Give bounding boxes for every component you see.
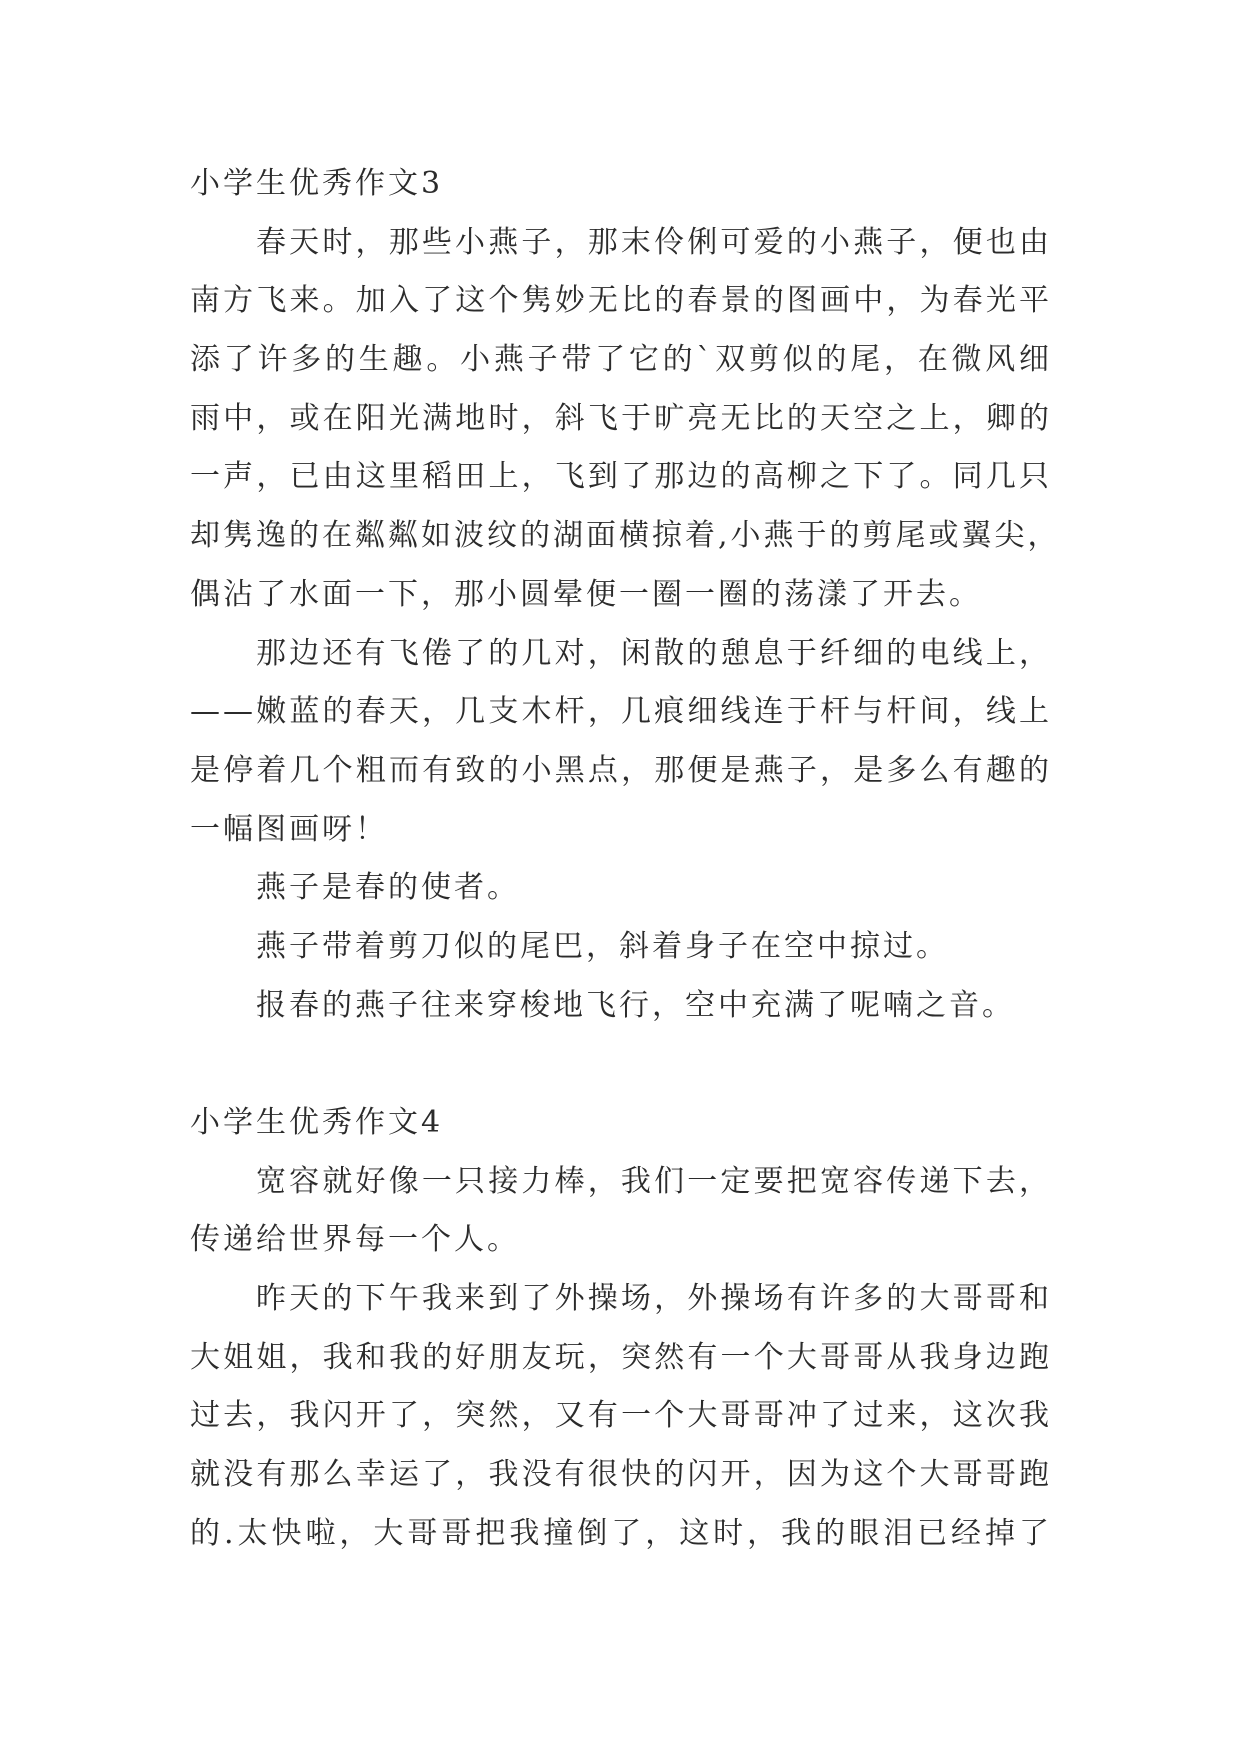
essay-title: 小学生优秀作文4 xyxy=(190,1105,444,1140)
text-line: 燕子带着剪刀似的尾巴，斜着身子在空中掠过。 xyxy=(256,928,949,964)
text-line: ——嫩蓝的春天，几支木杆，几痕细线连于杆与杆间，线上 xyxy=(190,694,1052,730)
essay-section xyxy=(190,1094,1052,1564)
text-line: 那边还有飞倦了的几对，闲散的憩息于纤细的电线上， xyxy=(256,635,1052,671)
text-line: 春天时，那些小燕子，那末伶俐可爱的小燕子，便也由 xyxy=(256,224,1052,260)
text-line: 报春的燕子往来穿梭地飞行，空中充满了呢喃之音。 xyxy=(256,987,1015,1023)
text-line: 添了许多的生趣。小燕子带了它的`双剪似的尾，在微风细 xyxy=(190,342,1052,378)
paragraph xyxy=(190,977,1052,1036)
paragraph xyxy=(190,1270,1052,1563)
text-line: 昨天的下午我来到了外操场，外操场有许多的大哥哥和 xyxy=(256,1281,1052,1317)
text-line: 一幅图画呀！ xyxy=(190,811,388,847)
document-page xyxy=(190,155,1061,1564)
text-line: 的.太快啦，大哥哥把我撞倒了，这时，我的眼泪已经掉了 xyxy=(190,1515,1052,1551)
text-line: 是停着几个粗而有致的小黑点，那便是燕子，是多么有趣的 xyxy=(190,752,1052,788)
paragraph xyxy=(190,859,1052,918)
text-line: 宽容就好像一只接力棒，我们一定要把宽容传递下去， xyxy=(256,1163,1052,1199)
text-line: 燕子是春的使者。 xyxy=(256,870,520,906)
text-line: 就没有那么幸运了，我没有很快的闪开，因为这个大哥哥跑 xyxy=(190,1457,1052,1493)
text-line: 雨中，或在阳光满地时，斜飞于旷亮无比的天空之上，卿的 xyxy=(190,400,1052,436)
text-line: 大姐姐，我和我的好朋友玩，突然有一个大哥哥从我身边跑 xyxy=(190,1339,1052,1375)
paragraph xyxy=(190,214,1061,625)
text-line: 一声，已由这里稻田上，飞到了那边的高柳之下了。同几只 xyxy=(190,459,1052,495)
paragraph xyxy=(190,1153,1052,1270)
text-line: 南方飞来。加入了这个隽妙无比的春景的图画中，为春光平 xyxy=(190,283,1052,319)
paragraph xyxy=(190,918,1052,977)
essay-section xyxy=(190,155,1061,1035)
text-line: 过去，我闪开了，突然，又有一个大哥哥冲了过来，这次我 xyxy=(190,1398,1052,1434)
text-line: 却隽逸的在粼粼如波纹的湖面横掠着,小燕于的剪尾或翼尖， xyxy=(190,518,1061,554)
text-line: 传递给世界每一个人。 xyxy=(190,1222,520,1258)
paragraph xyxy=(190,625,1052,860)
essay-title: 小学生优秀作文3 xyxy=(190,166,444,201)
text-line: 偶沾了水面一下，那小圆晕便一圈一圈的荡漾了开去。 xyxy=(190,576,982,612)
